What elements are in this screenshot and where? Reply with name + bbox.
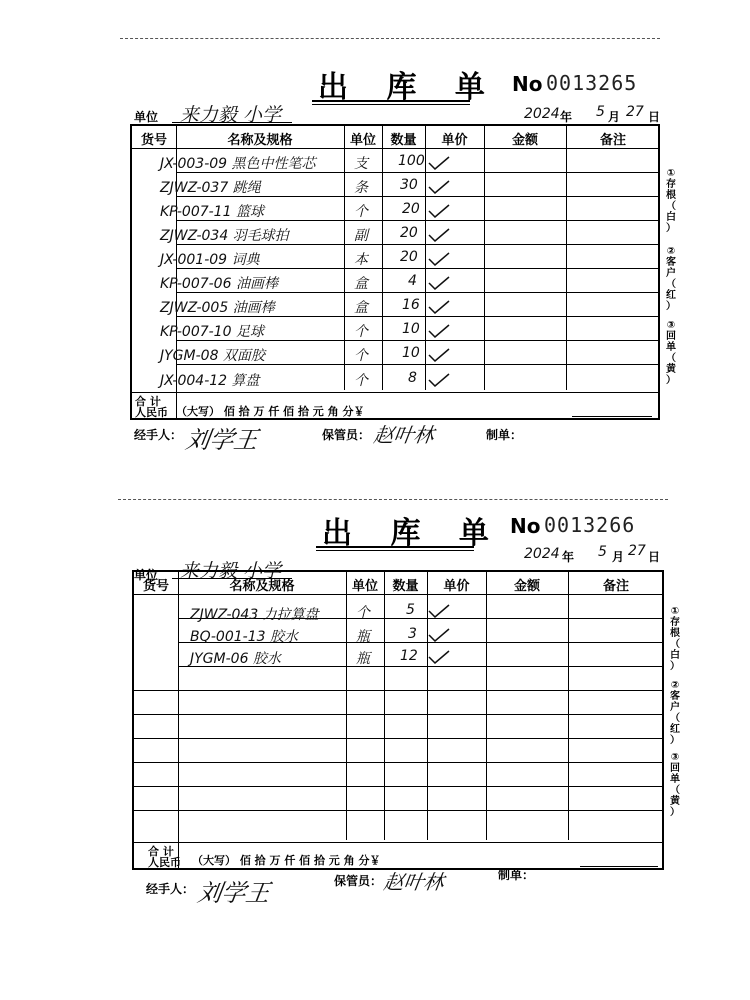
- total-label: 合 计: [135, 395, 161, 408]
- serial-number: 0013265: [546, 71, 638, 95]
- check-mark-icon: [428, 276, 450, 290]
- date-day: 27: [628, 543, 646, 559]
- total-amount-line: [572, 416, 652, 417]
- row-item: KP-007-06 油画棒: [160, 276, 278, 292]
- header-amount: 金额: [511, 133, 538, 148]
- check-mark-icon: [428, 156, 450, 170]
- customer-unit: 来力毅 小学: [180, 104, 282, 126]
- row-unit: 个: [354, 324, 368, 340]
- header-amount: 金额: [513, 579, 540, 594]
- handler-signature: 刘学王: [195, 879, 272, 907]
- serial-number: 0013266: [544, 513, 636, 537]
- row-item: JX-004-12 算盘: [160, 373, 260, 389]
- row-item: ZJWZ-043 力拉算盘: [190, 607, 319, 623]
- row-unit: 个: [356, 605, 370, 621]
- check-mark-icon: [428, 604, 450, 618]
- row-unit: 条: [354, 180, 368, 196]
- header-unit: 单位: [351, 579, 378, 594]
- maker-label: 制单：: [498, 868, 535, 882]
- date-month: 5: [596, 104, 605, 120]
- total-currency-label: 人民币: [148, 856, 181, 869]
- date-year-label: 年: [562, 550, 575, 564]
- row-qty: 20: [402, 201, 420, 217]
- total-amount-line: [580, 866, 658, 867]
- row-qty: 16: [402, 297, 420, 313]
- row-item: ZJWZ-034 羽毛球拍: [160, 228, 289, 244]
- check-mark-icon: [428, 204, 450, 218]
- title-underline: [316, 546, 474, 548]
- copy-label-customer: ② 客 户 （ 红 ）: [670, 680, 680, 746]
- title-underline-2: [312, 104, 470, 105]
- tear-line-middle: [118, 499, 668, 500]
- copy-label-receipt: ③ 回 单 （ 黄 ）: [666, 320, 676, 386]
- check-mark-icon: [428, 324, 450, 338]
- header-quantity: 数量: [390, 133, 417, 148]
- copy-label-stub: ① 存 根 （ 白 ）: [666, 168, 676, 234]
- date-year: 2024: [524, 546, 560, 562]
- row-item: BQ-001-13 胶水: [190, 629, 298, 645]
- copy-label-customer: ② 客 户 （ 红 ）: [666, 246, 676, 312]
- check-mark-icon: [428, 628, 450, 642]
- unit-underline: [172, 122, 292, 123]
- keeper-label: 保管员：: [322, 428, 371, 442]
- serial-label: No: [512, 72, 543, 96]
- row-qty: 3: [408, 626, 417, 642]
- row-qty: 12: [400, 648, 418, 664]
- row-item: ZJWZ-005 油画棒: [160, 300, 275, 316]
- items-table: [132, 570, 664, 870]
- check-mark-icon: [428, 373, 450, 387]
- check-mark-icon: [428, 252, 450, 266]
- handler-signature: 刘学王: [183, 426, 260, 454]
- row-unit: 盒: [354, 276, 368, 292]
- unit-label: 单位: [134, 568, 159, 582]
- total-amount-in-words: （大写） 佰 拾 万 仟 佰 拾 元 角 分￥: [176, 405, 365, 418]
- row-qty: 10: [402, 345, 420, 361]
- row-unit: 瓶: [356, 629, 370, 645]
- header-remarks: 备注: [602, 579, 629, 594]
- date-day: 27: [626, 104, 644, 120]
- row-qty: 100: [398, 153, 425, 169]
- row-qty: 10: [402, 321, 420, 337]
- header-name-spec: 名称及规格: [229, 579, 295, 594]
- handler-label: 经手人：: [134, 428, 183, 442]
- header-quantity: 数量: [392, 579, 419, 594]
- maker-label: 制单：: [486, 428, 523, 442]
- slip-title: 出 库 单: [318, 70, 499, 105]
- row-unit: 本: [354, 252, 368, 268]
- row-qty: 20: [400, 225, 418, 241]
- title-underline-2: [316, 550, 474, 551]
- keeper-signature: 赵叶林: [372, 423, 436, 447]
- copy-label-receipt: ③ 回 单 （ 黄 ）: [670, 752, 680, 818]
- date-year-label: 年: [560, 110, 573, 124]
- keeper-label: 保管员：: [334, 874, 383, 888]
- date-day-label: 日: [648, 550, 661, 564]
- total-currency-label: 人民币: [135, 406, 168, 419]
- tear-line-top: [120, 38, 660, 39]
- items-table: [130, 124, 660, 420]
- check-mark-icon: [428, 300, 450, 314]
- title-underline: [312, 100, 470, 102]
- row-unit: 个: [354, 204, 368, 220]
- date-month-label: 月: [608, 110, 621, 124]
- row-unit: 瓶: [356, 651, 370, 667]
- serial-label: No: [510, 514, 541, 538]
- slip-title: 出 库 单: [322, 516, 503, 551]
- check-mark-icon: [428, 180, 450, 194]
- row-item: JYGM-08 双面胶: [160, 348, 265, 364]
- row-unit: 盒: [354, 300, 368, 316]
- header-item-code: 货号: [142, 579, 169, 594]
- row-unit: 副: [354, 228, 368, 244]
- row-unit: 支: [354, 156, 368, 172]
- check-mark-icon: [428, 228, 450, 242]
- header-unit: 单位: [349, 133, 376, 148]
- row-item: KP-007-11 篮球: [160, 204, 264, 220]
- row-item: JX-001-09 词典: [160, 252, 260, 268]
- row-unit: 个: [354, 348, 368, 364]
- handler-label: 经手人：: [146, 882, 195, 896]
- customer-unit: 来力毅 小学: [180, 560, 282, 582]
- row-item: KP-007-10 足球: [160, 324, 264, 340]
- row-item: JYGM-06 胶水: [190, 651, 281, 667]
- row-item: JX-003-09 黑色中性笔芯: [160, 156, 316, 172]
- header-remarks: 备注: [599, 133, 626, 148]
- unit-label: 单位: [134, 110, 159, 124]
- row-unit: 个: [354, 373, 368, 389]
- date-day-label: 日: [648, 110, 661, 124]
- check-mark-icon: [428, 348, 450, 362]
- date-month: 5: [598, 544, 607, 560]
- check-mark-icon: [428, 650, 450, 664]
- row-qty: 30: [400, 177, 418, 193]
- copy-label-stub: ① 存 根 （ 白 ）: [670, 606, 680, 672]
- header-name-spec: 名称及规格: [227, 133, 293, 148]
- row-qty: 20: [400, 249, 418, 265]
- row-qty: 5: [406, 602, 415, 618]
- date-month-label: 月: [612, 550, 625, 564]
- total-amount-in-words: （大写） 佰 拾 万 仟 佰 拾 元 角 分￥: [192, 854, 381, 867]
- row-item: ZJWZ-037 跳绳: [160, 180, 261, 196]
- header-unit-price: 单价: [443, 579, 470, 594]
- date-year: 2024: [524, 106, 560, 122]
- total-label: 合 计: [148, 845, 174, 858]
- row-qty: 4: [408, 273, 417, 289]
- header-unit-price: 单价: [441, 133, 468, 148]
- row-qty: 8: [408, 370, 417, 386]
- keeper-signature: 赵叶林: [382, 870, 446, 894]
- header-item-code: 货号: [140, 133, 167, 148]
